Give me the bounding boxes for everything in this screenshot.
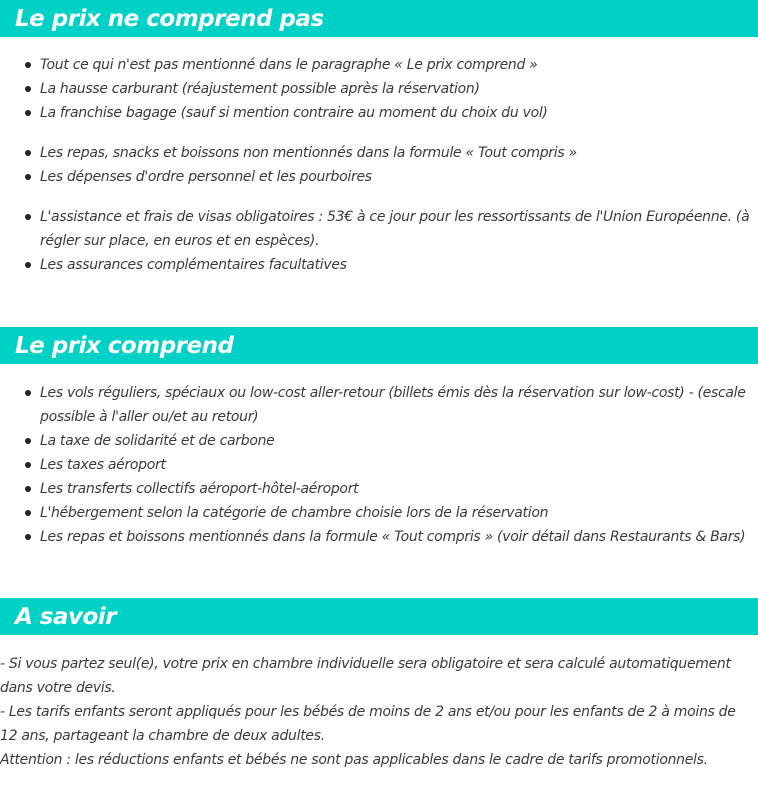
list-item: L'hébergement selon la catégorie de chambre choisie lors de la réservation (0, 501, 758, 525)
excluded-list-1 (0, 53, 758, 125)
excluded-list-2 (0, 141, 758, 189)
included-section (0, 327, 758, 549)
excluded-title: Le prix ne comprend pas (0, 0, 758, 37)
list-item: Tout ce qui n'est pas mentionné dans le paragraphe « Le prix comprend » (0, 53, 758, 77)
list-item: Les repas, snacks et boissons non mentionnés dans la formule « Tout compris » (0, 141, 758, 165)
list-item: Les repas et boissons mentionnés dans la formule « Tout compris » (voir détail dans Restaurants & Bars) (0, 525, 758, 549)
included-title: Le prix comprend (0, 327, 758, 364)
list-item: La hausse carburant (réajustement possible après la réservation) (0, 77, 758, 101)
info-paragraph: Attention : les réductions enfants et bébés ne sont pas applicables dans le cadre de tarifs promotionnels. (0, 752, 708, 768)
list-item: Les vols réguliers, spéciaux ou low-cost aller-retour (billets émis dès la réservation sur low-cost) - (escale possible à l'aller ou/et au retour) (0, 381, 758, 429)
excluded-section (0, 0, 758, 277)
info-title: A savoir (0, 598, 758, 635)
list-item: Les assurances complémentaires facultatives (0, 253, 758, 277)
list-item: Les taxes aéroport (0, 453, 758, 477)
list-item: La franchise bagage (sauf si mention contraire au moment du choix du vol) (0, 101, 758, 125)
included-list (0, 381, 758, 549)
info-paragraph: - Les tarifs enfants seront appliqués pour les bébés de moins de 2 ans et/ou pour les enfants de 2 à moins de 12 ans, partageant la chambre de deux adultes. (0, 704, 736, 744)
info-section (0, 598, 758, 772)
list-item: Les transferts collectifs aéroport-hôtel-aéroport (0, 477, 758, 501)
excluded-list-3 (0, 205, 758, 277)
list-item: Les dépenses d'ordre personnel et les pourboires (0, 165, 758, 189)
list-item: La taxe de solidarité et de carbone (0, 429, 758, 453)
info-paragraph: - Si vous partez seul(e), votre prix en chambre individuelle sera obligatoire et sera calculé automatiquement dans votre devis. (0, 656, 731, 696)
list-item: L'assistance et frais de visas obligatoires : 53€ à ce jour pour les ressortissants de l'Union Européenne. (à régler sur place, en euros et en espèces). (0, 205, 758, 253)
